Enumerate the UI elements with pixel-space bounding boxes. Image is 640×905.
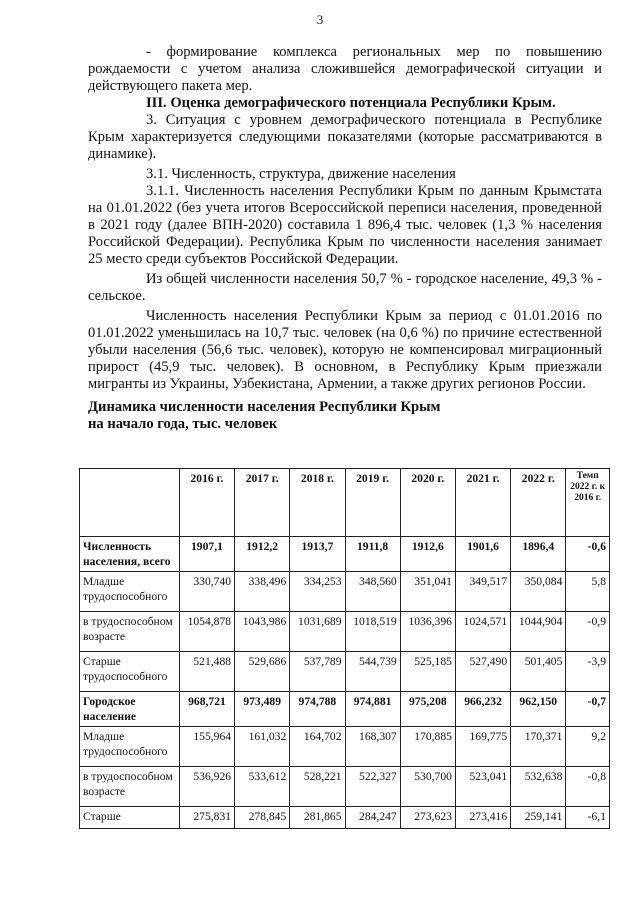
temp-cell: 9,2: [566, 727, 610, 767]
urban-rural-paragraph: Из общей численности населения 50,7 % - городское население, 49,3 % - сельское.: [88, 271, 602, 304]
value-cell: 974,881: [345, 692, 400, 727]
temp-cell: -0,8: [566, 767, 610, 807]
value-cell: 1044,904: [511, 612, 566, 652]
decline-paragraph: Численность населения Республики Крым за период с 01.01.2016 по 01.01.2022 уменьшилась на 10,7 тыс. человек (на 0,6 %) по причине естественной убыли населения (56,6 тыс. человек), которую не компенсировал миграционный прирост (45,9 тыс. человек). В основном, в Республику Крым приезжали мигранты из Украины, Узбекистана, Армении, а также других регионов России.: [88, 308, 602, 392]
row-label: Старше: [80, 807, 180, 829]
value-cell: 275,831: [179, 807, 234, 829]
temp-cell: -3,9: [566, 652, 610, 692]
value-cell: 968,721: [179, 692, 234, 727]
value-cell: 281,865: [290, 807, 345, 829]
value-cell: 1054,878: [179, 612, 234, 652]
temp-cell: -6,1: [566, 807, 610, 829]
value-cell: 1024,571: [455, 612, 510, 652]
value-cell: 350,084: [511, 572, 566, 612]
row-label: в трудоспособном возрасте: [80, 767, 180, 807]
table-body: [80, 537, 610, 829]
row-label: Численность населения, всего: [80, 537, 180, 572]
value-cell: 530,700: [400, 767, 455, 807]
row-label: в трудоспособном возрасте: [80, 612, 180, 652]
value-cell: 975,208: [400, 692, 455, 727]
value-cell: 334,253: [290, 572, 345, 612]
value-cell: 1913,7: [290, 537, 345, 572]
value-cell: 349,517: [455, 572, 510, 612]
population-paragraph: 3.1.1. Численность населения Республики Крым по данным Крымстата на 01.01.2022 (без учета итогов Всероссийской переписи населения, проведенной в 2021 году (далее ВПН-2020) составила 1 896,4 тыс. человек (1,3 % населения Российской Федерации). Республика Крым по численности населения занимает 25 место среди субъектов Российской Федерации.: [88, 183, 602, 267]
value-cell: 273,623: [400, 807, 455, 829]
situation-paragraph: 3. Ситуация с уровнем демографического потенциала в Республике Крым характеризуется следующими показателями (которые рассматриваются в динамике).: [88, 112, 602, 162]
value-cell: 348,560: [345, 572, 400, 612]
intro-paragraph: - формирование комплекса региональных мер по повышению рождаемости с учетом анализа сложившейся демографической ситуации и действующего пакета мер.: [88, 44, 602, 94]
table-row: [80, 767, 610, 807]
value-cell: 330,740: [179, 572, 234, 612]
value-cell: 523,041: [455, 767, 510, 807]
value-cell: 1031,689: [290, 612, 345, 652]
value-cell: 1896,4: [511, 537, 566, 572]
table-row: [80, 537, 610, 572]
value-cell: 525,185: [400, 652, 455, 692]
value-cell: 168,307: [345, 727, 400, 767]
page-number: 3: [316, 12, 324, 27]
corner-cell: [80, 469, 180, 537]
section-heading: III. Оценка демографического потенциала Республики Крым.: [146, 95, 556, 111]
temp-cell: 5,8: [566, 572, 610, 612]
year-header: 2016 г.: [179, 469, 234, 537]
value-cell: 1912,2: [235, 537, 290, 572]
value-cell: 529,686: [235, 652, 290, 692]
value-cell: 962,150: [511, 692, 566, 727]
table-row: [80, 727, 610, 767]
row-label: Городское население: [80, 692, 180, 727]
temp-cell: -0,9: [566, 612, 610, 652]
value-cell: 973,489: [235, 692, 290, 727]
value-cell: 1043,986: [235, 612, 290, 652]
value-cell: 1912,6: [400, 537, 455, 572]
year-header: 2022 г.: [511, 469, 566, 537]
value-cell: 522,327: [345, 767, 400, 807]
document-body: [88, 44, 602, 433]
value-cell: 351,041: [400, 572, 455, 612]
value-cell: 544,739: [345, 652, 400, 692]
value-cell: 259,141: [511, 807, 566, 829]
year-header: 2020 г.: [400, 469, 455, 537]
year-header: 2017 г.: [235, 469, 290, 537]
temp-cell: -0,7: [566, 692, 610, 727]
value-cell: 527,490: [455, 652, 510, 692]
table-row: [80, 612, 610, 652]
value-cell: 521,488: [179, 652, 234, 692]
value-cell: 536,926: [179, 767, 234, 807]
value-cell: 164,702: [290, 727, 345, 767]
value-cell: 974,788: [290, 692, 345, 727]
value-cell: 501,405: [511, 652, 566, 692]
value-cell: 532,638: [511, 767, 566, 807]
value-cell: 273,416: [455, 807, 510, 829]
table-title: [88, 399, 602, 433]
value-cell: 170,371: [511, 727, 566, 767]
row-label: Младше трудоспособного: [80, 727, 180, 767]
table-title-line1: Динамика численности населения Республики Крым: [88, 399, 441, 415]
table-title-line2: на начало года, тыс. человек: [88, 416, 278, 432]
value-cell: 161,032: [235, 727, 290, 767]
value-cell: 528,221: [290, 767, 345, 807]
temp-cell: -0,6: [566, 537, 610, 572]
value-cell: 278,845: [235, 807, 290, 829]
value-cell: 1911,8: [345, 537, 400, 572]
value-cell: 1901,6: [455, 537, 510, 572]
year-header: 2021 г.: [455, 469, 510, 537]
value-cell: 338,496: [235, 572, 290, 612]
subsection-heading: 3.1. Численность, структура, движение населения: [146, 166, 456, 182]
row-label: Старше трудоспособного: [80, 652, 180, 692]
value-cell: 1036,396: [400, 612, 455, 652]
value-cell: 1018,519: [345, 612, 400, 652]
table-row: [80, 572, 610, 612]
table-header-row: [80, 469, 610, 537]
value-cell: 966,232: [455, 692, 510, 727]
value-cell: 537,789: [290, 652, 345, 692]
value-cell: 169,775: [455, 727, 510, 767]
table-row: [80, 692, 610, 727]
table-row: [80, 807, 610, 829]
value-cell: 284,247: [345, 807, 400, 829]
population-table: [79, 468, 610, 829]
year-header: 2019 г.: [345, 469, 400, 537]
row-label: Младше трудоспособного: [80, 572, 180, 612]
value-cell: 170,885: [400, 727, 455, 767]
value-cell: 533,612: [235, 767, 290, 807]
temp-header: Темп 2022 г. к 2016 г.: [566, 469, 610, 537]
table-row: [80, 652, 610, 692]
value-cell: 1907,1: [179, 537, 234, 572]
value-cell: 155,964: [179, 727, 234, 767]
year-header: 2018 г.: [290, 469, 345, 537]
